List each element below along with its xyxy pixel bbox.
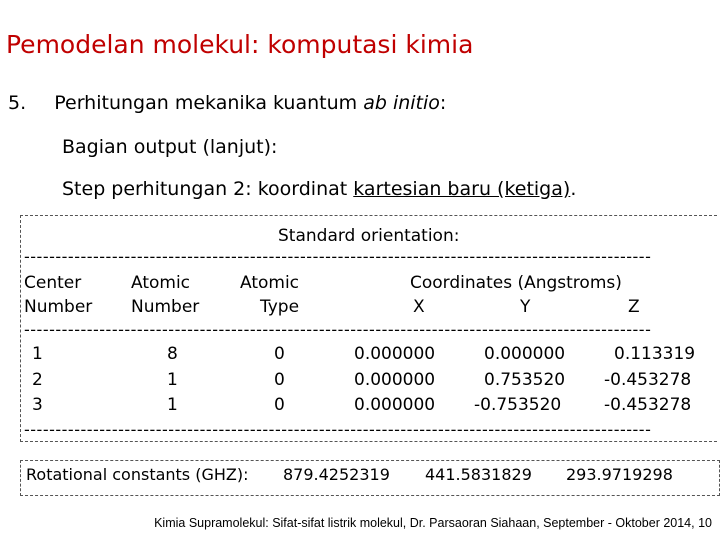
slide-footer: Kimia Supramolekul: Sifat-sifat listrik molekul, Dr. Parsaoran Siahaan, September - Oktober 2014, 10 bbox=[154, 516, 712, 530]
point-text: Perhitungan mekanika kuantum bbox=[54, 92, 364, 114]
header-atype-2: Type bbox=[260, 297, 300, 317]
cell-y: 0.000000 bbox=[484, 344, 566, 364]
output-heading: Standard orientation: bbox=[278, 226, 460, 246]
cell-z: -0.453278 bbox=[604, 370, 692, 390]
header-atype-1: Atomic bbox=[240, 273, 300, 293]
point-italic: ab initio bbox=[363, 92, 440, 114]
cell-type: 0 bbox=[274, 344, 285, 364]
cell-x: 0.000000 bbox=[354, 370, 436, 390]
cell-atomic: 1 bbox=[167, 395, 178, 415]
header-x: X bbox=[413, 297, 425, 317]
rotational-value-1: 879.4252319 bbox=[283, 465, 390, 484]
rotational-value-3: 293.9719298 bbox=[566, 465, 673, 484]
header-atomic-2: Number bbox=[131, 297, 200, 317]
cell-atomic: 1 bbox=[167, 370, 178, 390]
slide-title: Pemodelan molekul: komputasi kimia bbox=[6, 30, 474, 59]
point-number: 5. bbox=[8, 92, 27, 114]
sub2-underlined: kartesian baru (ketiga) bbox=[353, 178, 571, 200]
header-z: Z bbox=[628, 297, 640, 317]
cell-z: -0.453278 bbox=[604, 395, 692, 415]
dash-separator-1: ---------------------------------------------------------------------------------------------------- bbox=[24, 247, 652, 266]
cell-center: 1 bbox=[32, 344, 43, 364]
cell-center: 3 bbox=[32, 395, 43, 415]
cell-y: -0.753520 bbox=[474, 395, 562, 415]
point-line bbox=[8, 92, 446, 114]
rotational-value-2: 441.5831829 bbox=[425, 465, 532, 484]
header-coords: Coordinates (Angstroms) bbox=[410, 273, 622, 293]
sub2-suffix: . bbox=[570, 178, 577, 200]
cell-type: 0 bbox=[274, 370, 285, 390]
header-center-1: Center bbox=[24, 273, 82, 293]
header-atomic-1: Atomic bbox=[131, 273, 191, 293]
rotational-label: Rotational constants (GHZ): bbox=[26, 465, 249, 484]
cell-center: 2 bbox=[32, 370, 43, 390]
sub2-prefix: Step perhitungan 2: koordinat bbox=[62, 178, 354, 200]
dash-separator-3: ---------------------------------------------------------------------------------------------------- bbox=[24, 420, 652, 439]
cell-x: 0.000000 bbox=[354, 395, 436, 415]
cell-y: 0.753520 bbox=[484, 370, 566, 390]
sub-line-2 bbox=[62, 178, 576, 200]
sub-line-1: Bagian output (lanjut): bbox=[62, 136, 278, 158]
cell-z: 0.113319 bbox=[614, 344, 696, 364]
dash-separator-2: ---------------------------------------------------------------------------------------------------- bbox=[24, 320, 652, 339]
header-center-2: Number bbox=[24, 297, 93, 317]
cell-type: 0 bbox=[274, 395, 285, 415]
point-suffix: : bbox=[439, 92, 447, 114]
cell-x: 0.000000 bbox=[354, 344, 436, 364]
header-y: Y bbox=[520, 297, 531, 317]
cell-atomic: 8 bbox=[167, 344, 178, 364]
